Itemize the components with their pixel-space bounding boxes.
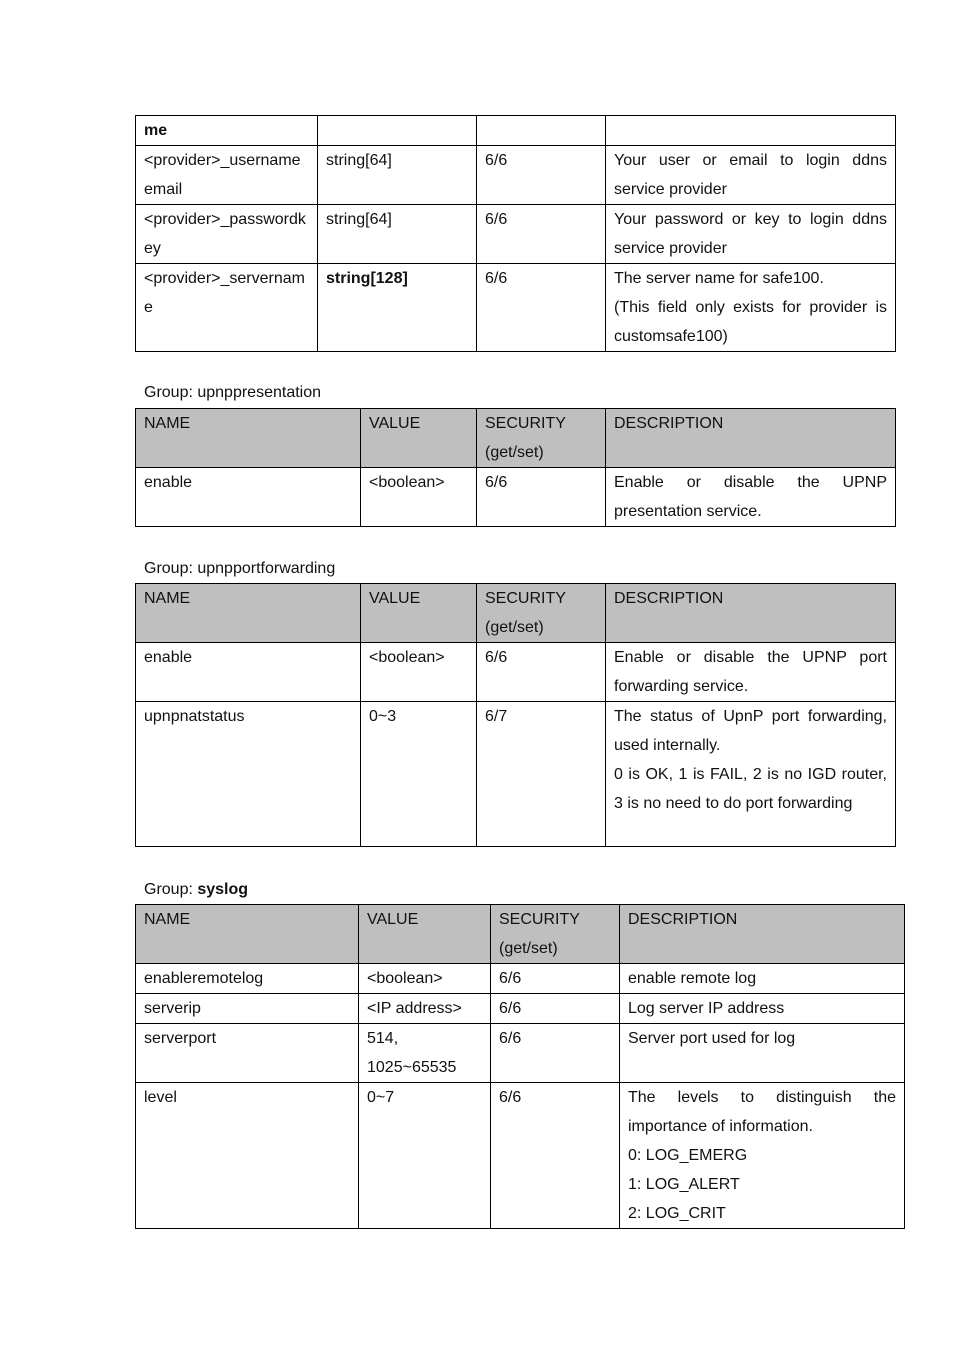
param-value: string[128] — [318, 264, 477, 352]
table-header-row — [136, 584, 896, 643]
param-description: Your password or key to login ddns service provider — [606, 205, 896, 264]
table-row — [136, 468, 896, 527]
param-name: serverport — [136, 1024, 359, 1083]
param-value: 0~7 — [359, 1083, 491, 1229]
header-name: NAME — [136, 584, 361, 643]
param-name: <provider>_passwordkey — [136, 205, 318, 264]
upnppresentation-table — [135, 408, 896, 527]
description-line: (This field only exists for provider is customsafe100) — [614, 299, 887, 345]
table-row — [136, 264, 896, 352]
param-description: Log server IP address — [620, 994, 905, 1024]
header-security — [491, 905, 620, 964]
param-value: string[64] — [318, 146, 477, 205]
table-row — [136, 205, 896, 264]
table-row — [136, 1024, 905, 1083]
header-security — [477, 409, 606, 468]
param-description: Server port used for log — [620, 1024, 905, 1083]
upnppresentation-table-block — [135, 408, 896, 527]
group-name: syslog — [197, 881, 249, 898]
param-security: 6/6 — [477, 205, 606, 264]
table-header-row — [136, 409, 896, 468]
group-prefix: Group: — [144, 384, 198, 401]
header-value: VALUE — [359, 905, 491, 964]
header-description: DESCRIPTION — [606, 409, 896, 468]
header-security-line: (get/set) — [485, 619, 544, 636]
param-value: 0~3 — [361, 702, 477, 847]
header-security-line: SECURITY — [499, 911, 580, 928]
header-description: DESCRIPTION — [606, 584, 896, 643]
param-name: enable — [136, 468, 361, 527]
param-security: 6/6 — [477, 146, 606, 205]
param-description: Enable or disable the UPNP presentation service. — [606, 468, 896, 527]
group-prefix: Group: — [144, 881, 198, 898]
param-security: 6/6 — [491, 1083, 620, 1229]
ddns-table-block — [135, 115, 896, 352]
header-value: VALUE — [361, 409, 477, 468]
syslog-table-block — [135, 904, 905, 1229]
group-label — [144, 554, 335, 583]
upnpportforwarding-table-block — [135, 583, 896, 847]
param-name: serverip — [136, 994, 359, 1024]
param-value — [318, 116, 477, 146]
description-line: 0: LOG_EMERG — [628, 1147, 748, 1164]
value-line: 1025~65535 — [367, 1059, 457, 1076]
param-security — [477, 116, 606, 146]
value-line: 514, — [367, 1030, 399, 1047]
group-name: upnppresentation — [197, 384, 322, 401]
param-name: <provider>_usernameemail — [136, 146, 318, 205]
header-security — [477, 584, 606, 643]
header-description: DESCRIPTION — [620, 905, 905, 964]
param-security: 6/6 — [491, 994, 620, 1024]
param-name: level — [136, 1083, 359, 1229]
param-value: string[64] — [318, 205, 477, 264]
param-description — [620, 1083, 905, 1229]
param-security: 6/6 — [477, 264, 606, 352]
param-description — [606, 702, 896, 847]
group-label — [144, 875, 248, 904]
table-row — [136, 146, 896, 205]
param-description: Your user or email to login ddns service provider — [606, 146, 896, 205]
param-name: <provider>_servername — [136, 264, 318, 352]
group-prefix: Group: — [144, 560, 198, 577]
param-value: <boolean> — [359, 964, 491, 994]
header-security-line: SECURITY — [485, 415, 566, 432]
syslog-table — [135, 904, 905, 1229]
header-security-line: SECURITY — [485, 590, 566, 607]
upnpportforwarding-table — [135, 583, 896, 847]
param-security: 6/6 — [491, 1024, 620, 1083]
header-name: NAME — [136, 905, 359, 964]
param-value — [359, 1024, 491, 1083]
description-line: The levels to distinguish the importance of information. — [628, 1089, 896, 1135]
table-row — [136, 994, 905, 1024]
header-name: NAME — [136, 409, 361, 468]
param-description — [606, 116, 896, 146]
param-value: <boolean> — [361, 643, 477, 702]
param-value: <IP address> — [359, 994, 491, 1024]
ddns-table — [135, 115, 896, 352]
table-row — [136, 643, 896, 702]
table-row — [136, 1083, 905, 1229]
description-line: The status of UpnP port forwarding, used internally. — [614, 708, 887, 754]
param-name: upnpnatstatus — [136, 702, 361, 847]
description-line: 0 is OK, 1 is FAIL, 2 is no IGD router, 3 is no need to do port forwarding — [614, 766, 887, 812]
table-row — [136, 702, 896, 847]
header-security-line: (get/set) — [499, 940, 558, 957]
param-description: Enable or disable the UPNP port forwarding service. — [606, 643, 896, 702]
param-name: enableremotelog — [136, 964, 359, 994]
group-name: upnpportforwarding — [197, 560, 336, 577]
header-value: VALUE — [361, 584, 477, 643]
table-row — [136, 964, 905, 994]
param-name: enable — [136, 643, 361, 702]
param-name: me — [136, 116, 318, 146]
table-row — [136, 116, 896, 146]
header-security-line: (get/set) — [485, 444, 544, 461]
param-security: 6/6 — [477, 643, 606, 702]
group-label — [144, 378, 321, 407]
param-value: <boolean> — [361, 468, 477, 527]
param-description: enable remote log — [620, 964, 905, 994]
description-line: 2: LOG_CRIT — [628, 1205, 726, 1222]
table-header-row — [136, 905, 905, 964]
param-security: 6/7 — [477, 702, 606, 847]
description-line: 1: LOG_ALERT — [628, 1176, 740, 1193]
description-line: The server name for safe100. — [614, 270, 824, 287]
param-description — [606, 264, 896, 352]
param-security: 6/6 — [491, 964, 620, 994]
param-security: 6/6 — [477, 468, 606, 527]
